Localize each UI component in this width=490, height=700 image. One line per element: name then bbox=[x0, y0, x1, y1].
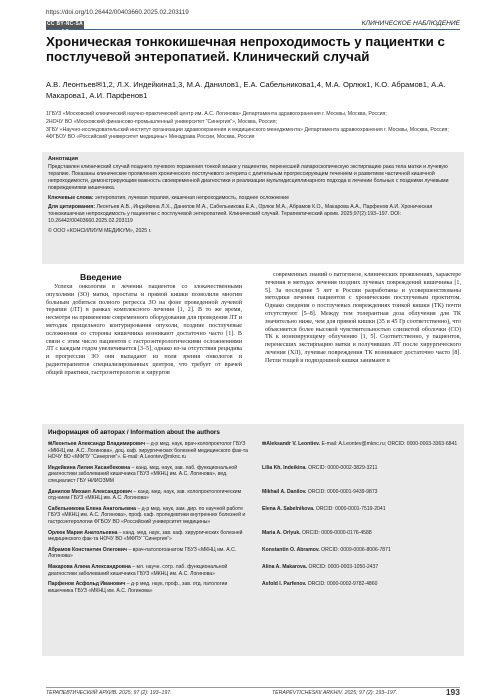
doi-link[interactable]: https://doi.org/10.26442/00403660.2025.02.203119 bbox=[46, 9, 189, 16]
author-en-name: Elena A. Sabelnikova. bbox=[262, 505, 315, 512]
affiliation-2: 2НОЧУ ВО «Московский финансово-промышленный университет “Синергия”», Москва, Россия; bbox=[46, 118, 277, 125]
citation-text: Леонтьев А.В., Индейкина Л.Х., Данилов М.А., Сабельникова Е.А., Орлюк М.А., Абрамов К.О., Макарова А.А., Парфенов А.И. Хроническая тонкокишечная непроходимость у пациентки с постлучевой энтеропатией. Клинический случай. Терапевтический архив. 2025;97(2):193–197. DOI: 10.26442/00403660.2025.02.203119 bbox=[48, 204, 433, 225]
article-title: Хроническая тонкокишечная непроходимость у пациентки с постлучевой энтеропатией. Клинический случай bbox=[46, 34, 445, 64]
author-ru bbox=[48, 506, 248, 526]
author-en-name: Alina A. Makarova. bbox=[262, 563, 308, 570]
copyright: © ООО «КОНСИЛИУМ МЕДИКУМ», 2025 г. bbox=[48, 228, 152, 235]
author-ru-name: Данилов Михаил Александрович bbox=[48, 488, 132, 495]
affiliation-1: 1ГБУЗ «Московский клинический научно-практический центр им. А.С. Логинова» Департамента здравоохранения г. Москвы, Москва, Россия; bbox=[46, 111, 387, 117]
page-footer bbox=[46, 687, 460, 697]
affiliation-3: 3ГБУ «Научно-исследовательский институт организации здравоохранения и медицинского менеджмента» Департамента здравоохранения г. Москвы, Москва, Россия; bbox=[46, 126, 449, 133]
author-row bbox=[48, 489, 458, 502]
author-en bbox=[262, 530, 458, 543]
author-en bbox=[262, 441, 458, 461]
intro-heading: Введение bbox=[80, 272, 122, 282]
affiliation-4: 4ФГБОУ ВО «Российский университет медицины» Минздрава России, Москва, Россия bbox=[46, 134, 255, 141]
author-row bbox=[48, 530, 458, 543]
affiliations bbox=[46, 111, 456, 142]
author-ru-details: – д-р мед. наук, зам. дир. по научной работе ГБУЗ «МКНЦ им. А.С. Логинова», проф. каф. пропедевтики внутренних болезней и гастроэнтерологии ФГБОУ ВО «Российский университет медицины» bbox=[48, 505, 246, 525]
author-en bbox=[262, 506, 458, 526]
author-en-name: Asfold I. Parfenov. bbox=[262, 581, 307, 588]
author-ru-name: Абрамов Константин Олегович bbox=[48, 546, 127, 553]
author-en-name: Maria A. Orlyuk. bbox=[262, 529, 301, 536]
cc-license-badge: CC BY-NC-SA 4.0 bbox=[46, 21, 84, 35]
author-en-details: ORCID: 0000-0002-9782-4860 bbox=[306, 581, 378, 588]
author-ru-details: – канд. мед. наук, зав. колопроктологическим отд-нием ГБУЗ «МКНЦ им. А.С. Логинова» bbox=[48, 488, 242, 502]
author-en-details: E-mail: A.Leontev@mknc.ru; ORCID: 0000-0003-3363-6841 bbox=[320, 441, 458, 447]
author-ru-details: – мл. научн. сотр. лаб. функциональной диагностики заболеваний кишечника ГБУЗ «МКНЦ им. А.С. Логинова» bbox=[48, 563, 228, 577]
author-en-name: ✉Aleksandr V. Leontiev. bbox=[262, 441, 321, 447]
author-ru-details: – д-р мед. наук, проф., зав. отд. патологии кишечника ГБУЗ «МКНЦ им. А.С. Логинова» bbox=[48, 581, 228, 594]
footer-journal-ru: ТЕРАПЕВТИЧЕСКИЙ АРХИВ. 2025; 97 (2): 193–197. bbox=[46, 690, 172, 696]
intro-left-column bbox=[46, 284, 242, 378]
author-row bbox=[48, 547, 458, 560]
author-ru-details: – канд. мед. наук, зав. лаб. функциональной диагностики заболеваний кишечника ГБУЗ «МКНЦ им. А.С. Логинова», вед. специалист ГБУ НИИОЗММ bbox=[48, 464, 238, 484]
author-en bbox=[262, 489, 458, 502]
author-ru bbox=[48, 564, 248, 577]
keywords bbox=[48, 195, 458, 202]
intro-right-column bbox=[265, 272, 461, 366]
citation bbox=[48, 204, 458, 225]
authors-info-title: Информация об авторах / Information about the authors bbox=[48, 429, 220, 436]
author-list: А.В. Леонтьев✉1,2, Л.Х. Индейкина1,3, М.А. Данилов1, Е.А. Сабельникова1,4, М.А. Орлюк1, К.О. Абрамов1, А.А. Макарова1, А.И. Парфенов1 bbox=[46, 80, 446, 100]
intro-left-text: Успехи онкологии в лечении пациентов со злокачественными опухолями (ЗО) матки, простаты и прямой кишки позволили многим больным добиться полного регресса ЗО на фоне проведенной лучевой терапии (ЛТ) в рамках комплексного лечения [1, 2]. В то же время, несмотря на применение современного оборудования для проведения ЛТ и методик прицельного контурирования опухоли, поздние постлучевые осложнения со стороны кишечника возникают достаточно часто [1]. В связи с этим число пациентов с гастроэнтерологическими осложнениями ЛТ с каждым годом увеличивается [3–5], однако из-за отсутствия рецидива и прогрессии ЗО они выпадают из поля зрения онкологов и радиотерапевтов специализированных центров, что требует от врачей общей практики, гастроэнтерологов и хирургов bbox=[46, 284, 242, 376]
author-ru-details: – канд. мед. наук, зав. каф. хирургических болезней медицинского фак-та НОЧУ ВО «МФПУ “Синергия”» bbox=[48, 529, 243, 543]
author-ru-name: Орлюк Мария Анатольевна bbox=[48, 529, 118, 536]
author-en bbox=[262, 581, 458, 594]
author-ru-details: – д-р мед. наук, врач-колопроктолог ГБУЗ «МКНЦ им. А.С. Логинова», доц. каф. хирургических болезней медицинского фак-та НОЧУ ВО «МФПУ “Синергия”». E-mail: A.Leontev@mknc.ru bbox=[48, 441, 248, 461]
author-ru bbox=[48, 465, 248, 485]
citation-label: Для цитирования: bbox=[48, 204, 95, 211]
author-en-name: Lilia Kh. Indeikina. bbox=[262, 464, 307, 471]
author-en-details: ORCID: 0000-0001-7519-2041 bbox=[314, 505, 386, 512]
abstract-box bbox=[42, 152, 464, 264]
author-row bbox=[48, 506, 458, 526]
author-ru bbox=[48, 581, 248, 594]
page-number: 193 bbox=[445, 687, 460, 697]
author-row bbox=[48, 581, 458, 594]
author-ru bbox=[48, 441, 248, 461]
abstract-label: Аннотация bbox=[48, 156, 79, 162]
author-ru-name: Парфенов Асфольд Иванович bbox=[48, 581, 126, 588]
author-ru-details: – врач-патологоанатом ГБУЗ «МКНЦ им. А.С. Логинова» bbox=[48, 546, 237, 560]
author-en-name: Konstantin O. Abramov. bbox=[262, 546, 320, 553]
authors-info-rows bbox=[48, 441, 458, 594]
footer-journal-en: TERAPEVTICHESKII ARKHIV. 2025; 97 (2): 193–197. bbox=[272, 690, 398, 696]
author-en bbox=[262, 465, 458, 485]
author-row bbox=[48, 441, 458, 461]
author-en-details: ORCID: 0000-0002-3829-3211 bbox=[306, 464, 378, 471]
intro-right-text: современных знаний о патогенезе, клинических проявлениях, характере течения и методах лечения поздних лучевых повреждений кишечника [1, 5]. За последние 5 лет в России разработаны и усовершенствованы методики лечения пациентов с хроническим постлучевым проктитом. Однако сведения о постлучевых повреждениях тонкой кишки (ТК) почти отсутствуют [5–8]. Между тем толерантная доза облучения для ТК значительно ниже, чем для прямой кишки (35 и 45 Гр соответственно), что объясняется более высокой чувствительностью слизистой оболочки (СО) ТК к ионизирующему облучению [1, 5]. Соответственно, у пациентов, перенесших экстирпацию матки и получивших ЛТ после хирургического лечения (ХЛ), лучевые повреждения ТК возникают достаточно часто [8]. Петли тощей и подвздошной кишки занимают в bbox=[265, 272, 461, 364]
author-en-details: ORCID: 0000-0001-9439-9873 bbox=[306, 488, 378, 495]
section-label: КЛИНИЧЕСКОЕ НАБЛЮДЕНИЕ bbox=[361, 20, 460, 27]
author-ru-name: Сабельникова Елена Анатольевна bbox=[48, 505, 136, 512]
author-ru-name: Индейкина Лилия Хасанбековна bbox=[48, 464, 131, 471]
author-ru-name: ✉Леонтьев Александр Владимирович bbox=[48, 441, 146, 447]
author-en bbox=[262, 547, 458, 560]
authors-info-box bbox=[42, 424, 464, 656]
author-en-name: Mikhail A. Danilov. bbox=[262, 488, 307, 495]
header-bar bbox=[46, 20, 460, 35]
author-ru bbox=[48, 530, 248, 543]
keywords-label: Ключевые слова: bbox=[48, 194, 94, 201]
author-en-details: ORCID: 0009-0000-0176-4588 bbox=[300, 529, 372, 536]
author-ru-name: Макарова Алина Александровна bbox=[48, 563, 131, 570]
author-en-details: ORCID: 0000-0003-1050-2437 bbox=[307, 563, 379, 570]
author-en-details: ORCID: 0009-0006-8006-7871 bbox=[319, 546, 391, 553]
author-row bbox=[48, 564, 458, 577]
author-ru bbox=[48, 489, 248, 502]
keywords-text: энтеропатия, лучевая терапия, кишечная непроходимость, позднее осложнение bbox=[95, 194, 289, 201]
author-ru bbox=[48, 547, 248, 560]
author-row bbox=[48, 465, 458, 485]
abstract-text: Представлен клинический случай позднего лучевого поражения тонкой кишки у пациентки, перенесшей лапароскопическую экстирпацию рака тела матки и лучевую терапию. Показаны клинические проявления хронического постлучевого энтерита с длительным прогрессирующим течением и развитием частичной кишечной непроходимости, демонстрирующим важность своевременной диагностики и реализации мультидисциплинарного подхода в лечении больных с поздними лучевыми повреждениями кишечника. bbox=[48, 163, 449, 191]
author-en bbox=[262, 564, 458, 577]
